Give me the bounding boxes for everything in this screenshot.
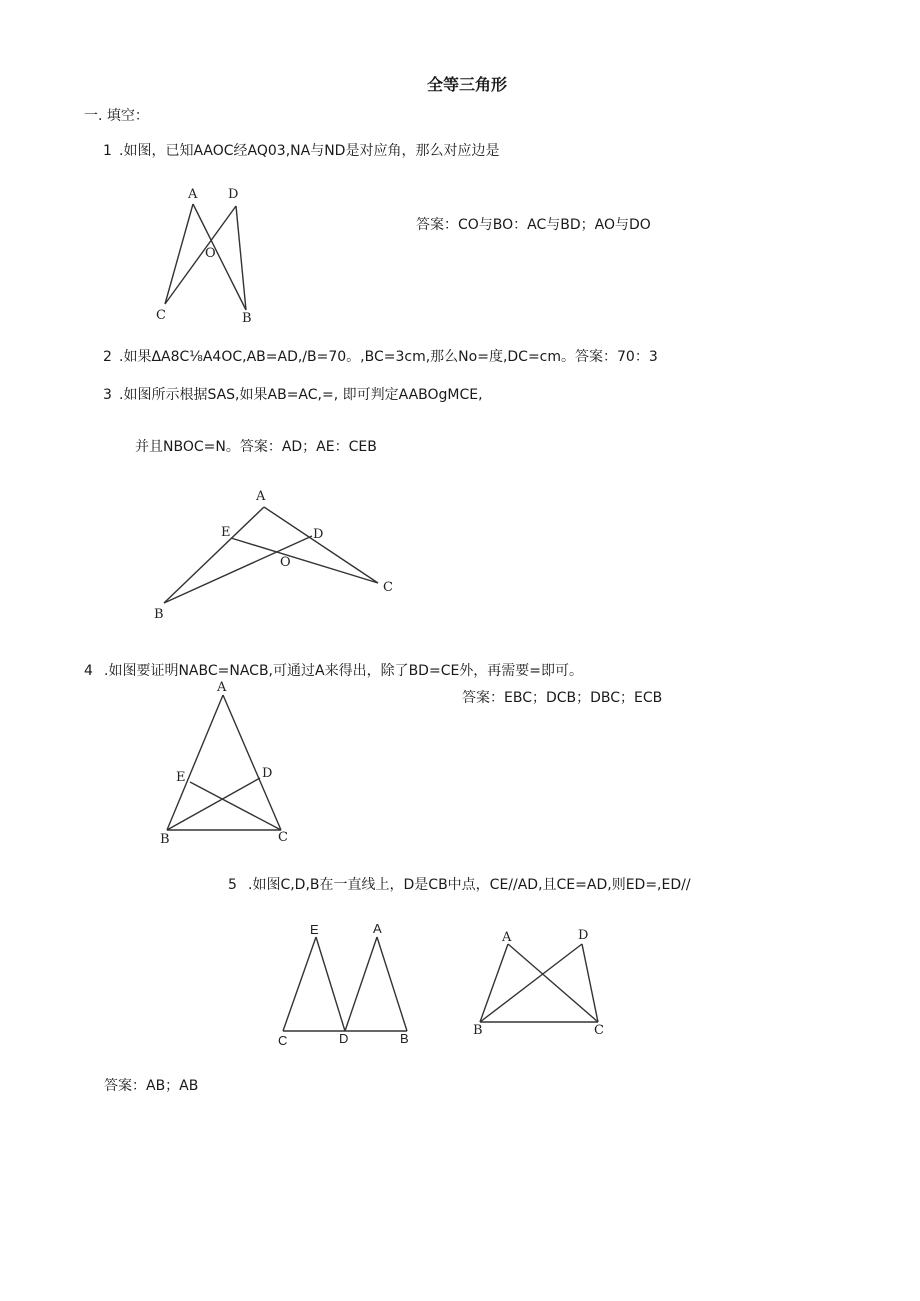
q5f1-label-b: B (400, 1031, 409, 1046)
q4-line-ec (190, 782, 281, 830)
q3-label-c: C (383, 580, 393, 595)
q5-number: 5 (228, 877, 237, 893)
q5f1-line-ed (316, 937, 345, 1031)
q1-label-c: C (156, 308, 166, 323)
q5-answer: 答案：AB；AB (104, 1078, 199, 1094)
q1-label-a: A (188, 187, 198, 202)
q5f1-label-c: C (278, 1033, 288, 1048)
q4-number: 4 (84, 663, 93, 679)
q1-figure (150, 180, 270, 330)
q5f1-line-ce (283, 937, 316, 1031)
q4-answer: 答案：EBC；DCB；DBC；ECB (462, 690, 663, 706)
q5f1-line-da (345, 937, 377, 1031)
q5f2-line-ab (480, 944, 508, 1022)
q3-label-e: E (221, 525, 231, 540)
q3-label-a: A (256, 489, 266, 504)
q5f1-label-e: E (310, 922, 319, 937)
q1-label-d: D (228, 187, 239, 202)
q1-label-b: B (242, 311, 252, 326)
q1-number: 1 (103, 143, 112, 159)
q4-label-a: A (217, 680, 227, 695)
q3-figure (150, 485, 410, 625)
q3-label-d: D (313, 527, 324, 542)
q3-line-ab (164, 507, 264, 603)
q2-number: 2 (103, 349, 112, 365)
q5f2-label-d: D (578, 928, 589, 943)
q3-line-ac (264, 507, 378, 583)
q4-label-c: C (278, 830, 288, 845)
q5-figure-2 (465, 920, 615, 1045)
q4-text: .如图要证明NABC=NACB,可通过A来得出，除了BD=CE外，再需要=即可。 (104, 663, 584, 679)
q2-text: .如果ΔA8C⅛A4OC,AB=AD,∕B=70。,BC=3cm,那么No=度,DC=cm。答案：70：3 (119, 349, 658, 365)
q4-figure (150, 675, 310, 850)
page-title: 全等三角形 (427, 75, 508, 94)
q4-line-ac (223, 695, 281, 830)
q3-text: .如图所示根据SAS,如果AB=AC,=, 即可判定AABOgMCE, (119, 387, 483, 403)
q1-line-ab (193, 204, 246, 310)
q4-label-d: D (262, 766, 273, 781)
q3-line-ec (231, 538, 378, 583)
q1-answer: 答案：CO与BO：AC与BD；AO与DO (416, 217, 651, 233)
section-heading: 一. 填空： (84, 108, 149, 124)
q1-line-ac (165, 204, 193, 304)
q5f1-label-a: A (373, 921, 382, 936)
q5f2-label-a: A (502, 930, 512, 945)
q5-figure-1 (270, 915, 430, 1050)
q5f1-line-ab (377, 937, 407, 1031)
q1-label-o: O (205, 246, 216, 261)
q5f2-label-c: C (594, 1023, 604, 1038)
q4-line-bd (167, 778, 260, 830)
q5f2-label-b: B (473, 1023, 483, 1038)
q3-label-b: B (154, 607, 164, 622)
q5f2-line-db (480, 944, 582, 1022)
q3-text-2: 并且NBOC=N。答案：AD；AE：CEB (135, 439, 377, 455)
q1-line-dc (165, 206, 236, 304)
q3-label-o: O (280, 555, 291, 570)
q5-text: .如图C,D,B在一直线上，D是CB中点，CE//AD,且CE=AD,则ED=,ED// (248, 877, 691, 893)
q3-number: 3 (103, 387, 112, 403)
q4-line-ab (167, 695, 223, 830)
q4-label-b: B (160, 832, 170, 847)
q1-text: .如图，已知AAOC经AQ03,NA与ND是对应角，那么对应边是 (119, 143, 500, 159)
q5f1-label-d: D (339, 1031, 349, 1046)
q4-label-e: E (176, 770, 186, 785)
